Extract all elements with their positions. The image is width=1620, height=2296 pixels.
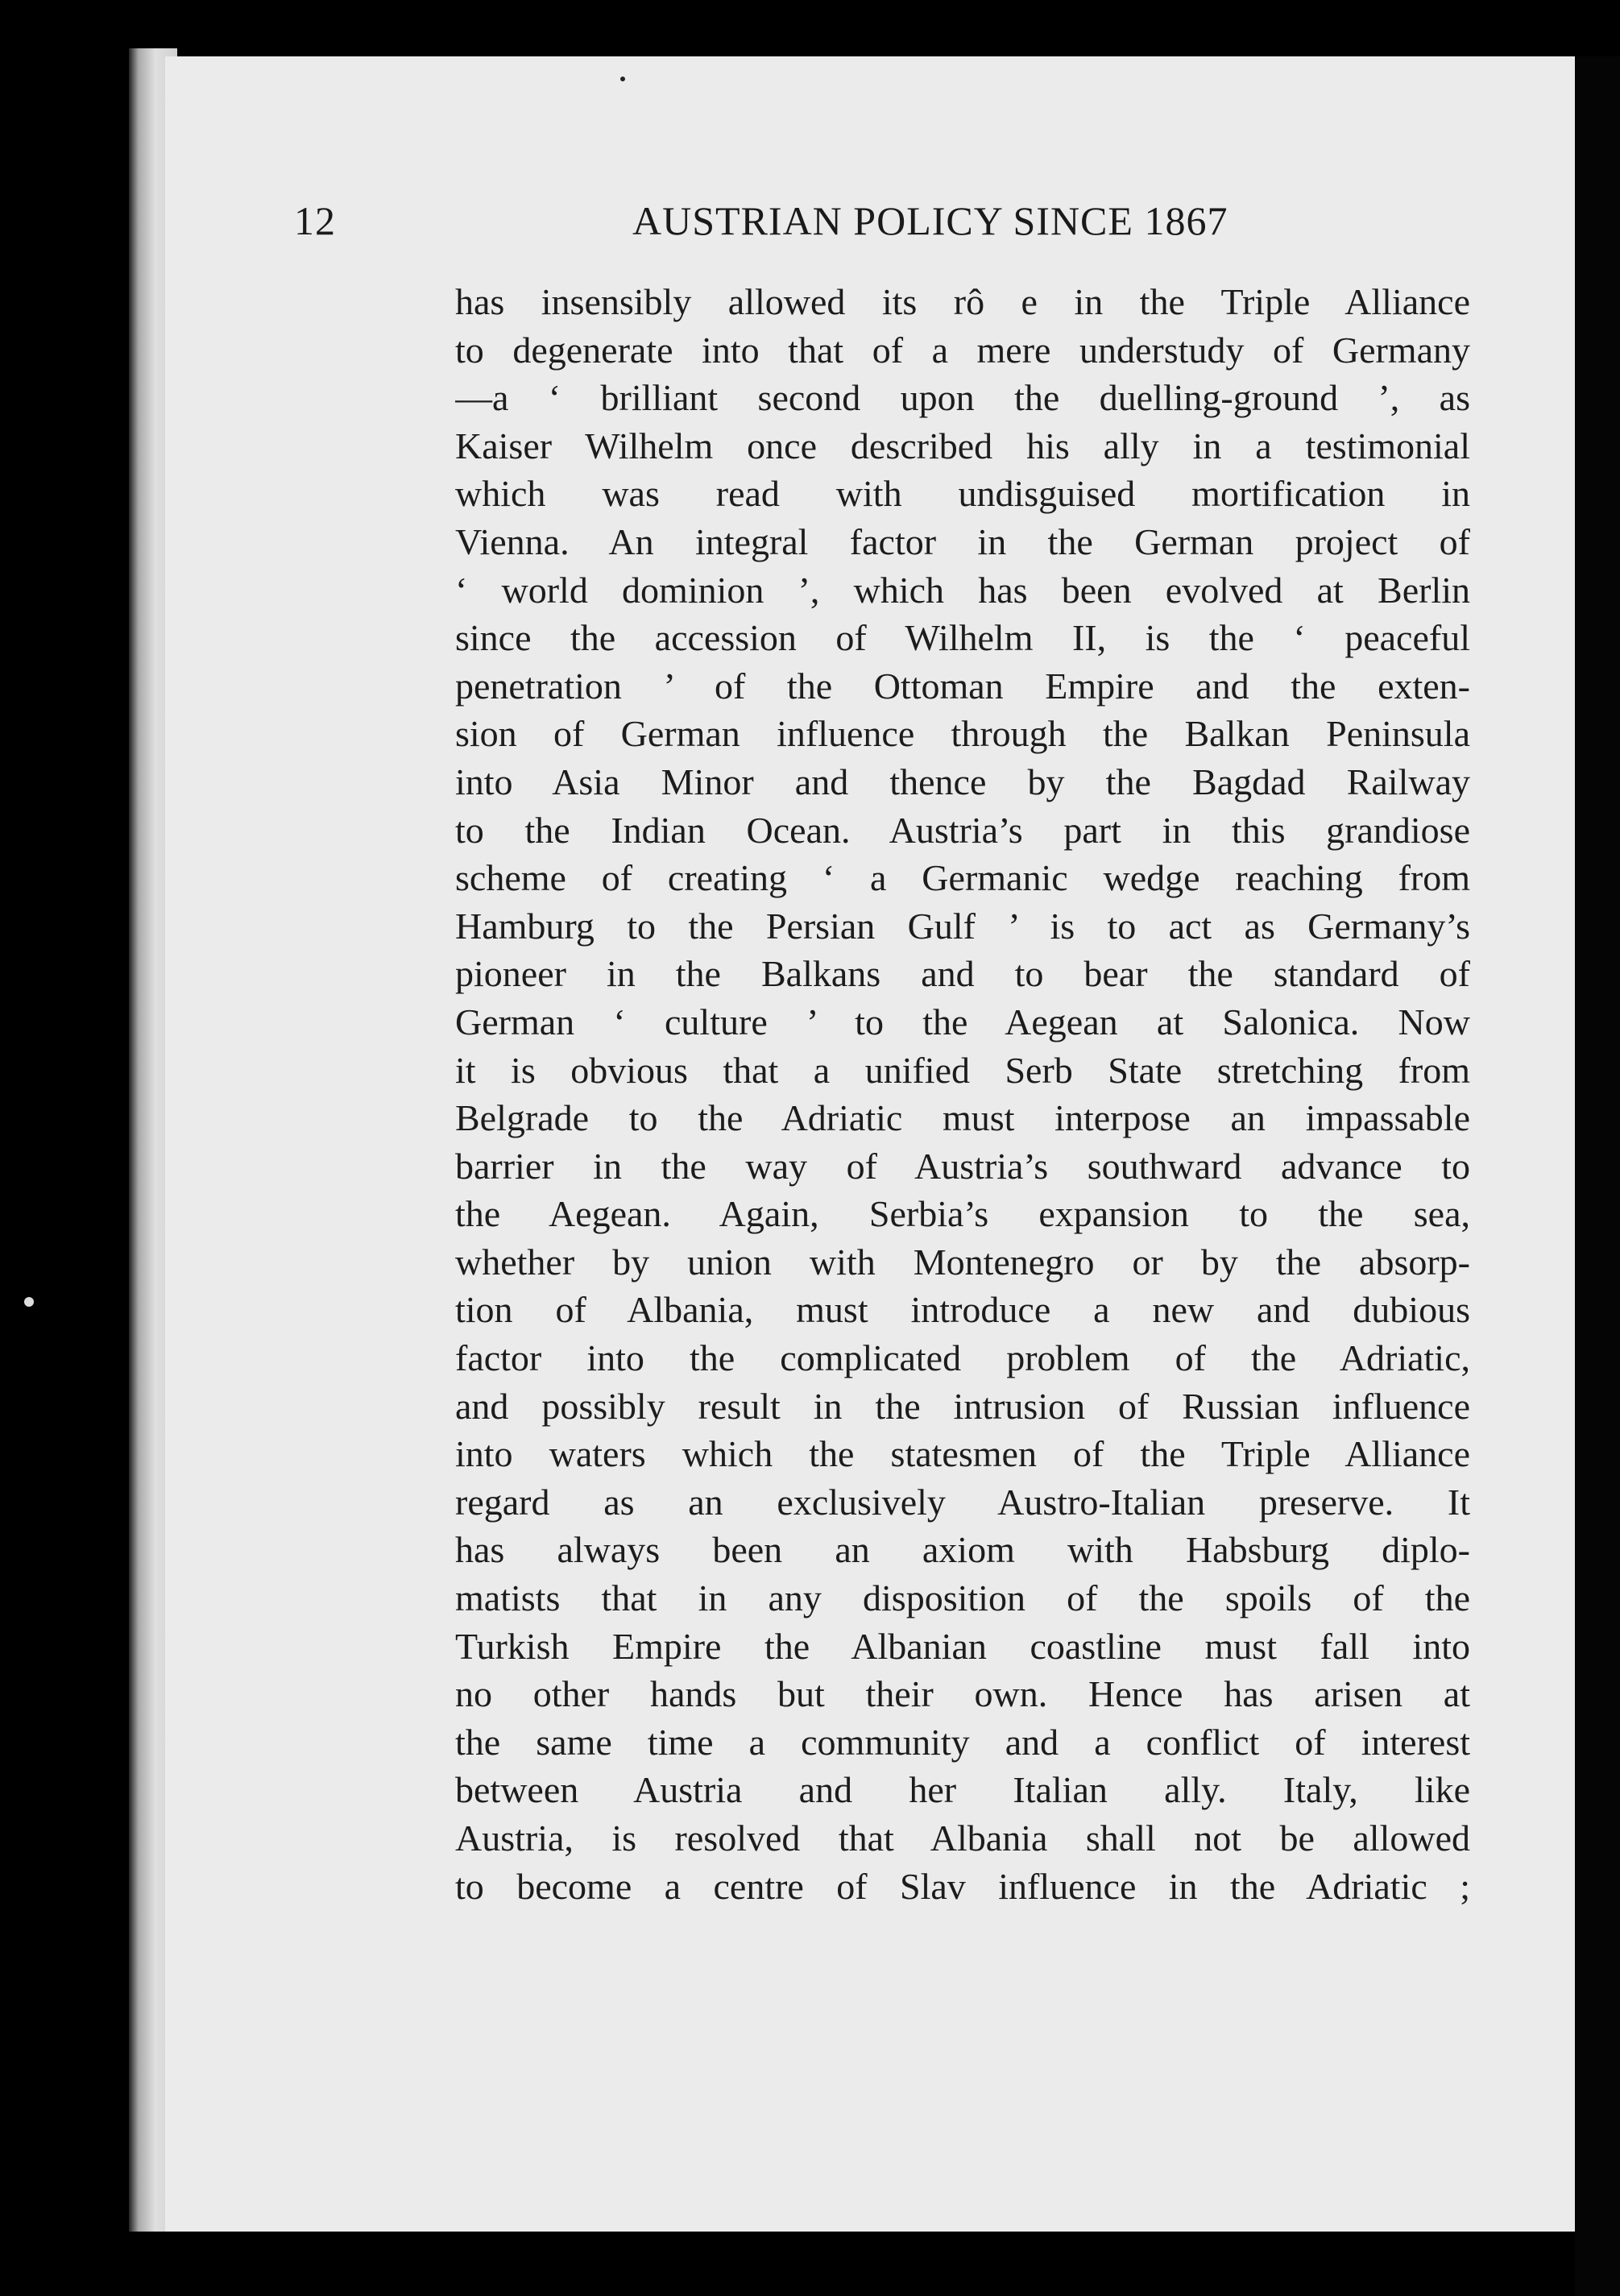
- text-line: which was read with undisguised mortification in: [455, 473, 1470, 515]
- text-line: the same time a community and a conflict of interest: [455, 1721, 1470, 1763]
- text-line: into waters which the statesmen of the Triple Alliance: [455, 1433, 1470, 1475]
- text-line: since the accession of Wilhelm II, is the ‘ peaceful: [455, 617, 1470, 659]
- text-line: into Asia Minor and thence by the Bagdad Railway: [455, 760, 1470, 802]
- scan-speck: [620, 77, 625, 81]
- text-line: the Aegean. Again, Serbia’s expansion to the sea,: [455, 1193, 1470, 1235]
- text-line: matists that in any disposition of the spoils of the: [455, 1577, 1470, 1619]
- text-line: to degenerate into that of a mere understudy of Germany: [455, 329, 1470, 371]
- text-line: to become a centre of Slav influence in the Adriatic ;: [455, 1865, 1470, 1907]
- text-line: pioneer in the Balkans and to bear the standard of: [455, 953, 1470, 995]
- text-line: —a ‘ brilliant second upon the duelling-ground ’, as: [455, 377, 1470, 419]
- text-line: Kaiser Wilhelm once described his ally in a testimonial: [455, 425, 1470, 466]
- text-line: Hamburg to the Persian Gulf ’ is to act as Germany’s: [455, 905, 1470, 947]
- text-line: Austria, is resolved that Albania shall not be allowed: [455, 1817, 1470, 1859]
- running-title: AUSTRIAN POLICY SINCE 1867: [632, 198, 1228, 243]
- text-line: sion of German influence through the Balkan Peninsula: [455, 713, 1470, 755]
- text-line: has always been an axiom with Habsburg diplo-: [455, 1529, 1470, 1571]
- text-line: German ‘ culture ’ to the Aegean at Salonica. Now: [455, 1001, 1470, 1042]
- text-line: to the Indian Ocean. Austria’s part in this grandiose: [455, 809, 1470, 851]
- text-line: between Austria and her Italian ally. Italy, like: [455, 1769, 1470, 1811]
- text-line: has insensibly allowed its rô e in the Triple Alliance: [455, 281, 1470, 322]
- text-line: scheme of creating ‘ a Germanic wedge reaching from: [455, 857, 1470, 899]
- page-gutter-shadow: [1575, 56, 1620, 2296]
- text-line: factor into the complicated problem of the Adriatic,: [455, 1337, 1470, 1379]
- text-line: no other hands but their own. Hence has arisen at: [455, 1673, 1470, 1715]
- text-line: it is obvious that a unified Serb State stretching from: [455, 1049, 1470, 1091]
- running-head: [294, 197, 1309, 254]
- text-line: whether by union with Montenegro or by the absorp-: [455, 1241, 1470, 1283]
- text-line: Belgrade to the Adriatic must interpose an impassable: [455, 1097, 1470, 1139]
- text-line: penetration ’ of the Ottoman Empire and the exten-: [455, 665, 1470, 707]
- text-line: tion of Albania, must introduce a new and dubious: [455, 1289, 1470, 1331]
- text-line: Vienna. An integral factor in the German project of: [455, 520, 1470, 562]
- text-line: barrier in the way of Austria’s southward advance to: [455, 1145, 1470, 1187]
- text-line: Turkish Empire the Albanian coastline must fall into: [455, 1625, 1470, 1667]
- scan-speck: [24, 1297, 34, 1307]
- body-text: [455, 278, 1470, 1910]
- text-line: ‘ world dominion ’, which has been evolved at Berlin: [455, 569, 1470, 611]
- text-line: regard as an exclusively Austro-Italian preserve. It: [455, 1481, 1470, 1523]
- page-number: 12: [294, 198, 336, 243]
- text-line: and possibly result in the intrusion of Russian influence: [455, 1385, 1470, 1427]
